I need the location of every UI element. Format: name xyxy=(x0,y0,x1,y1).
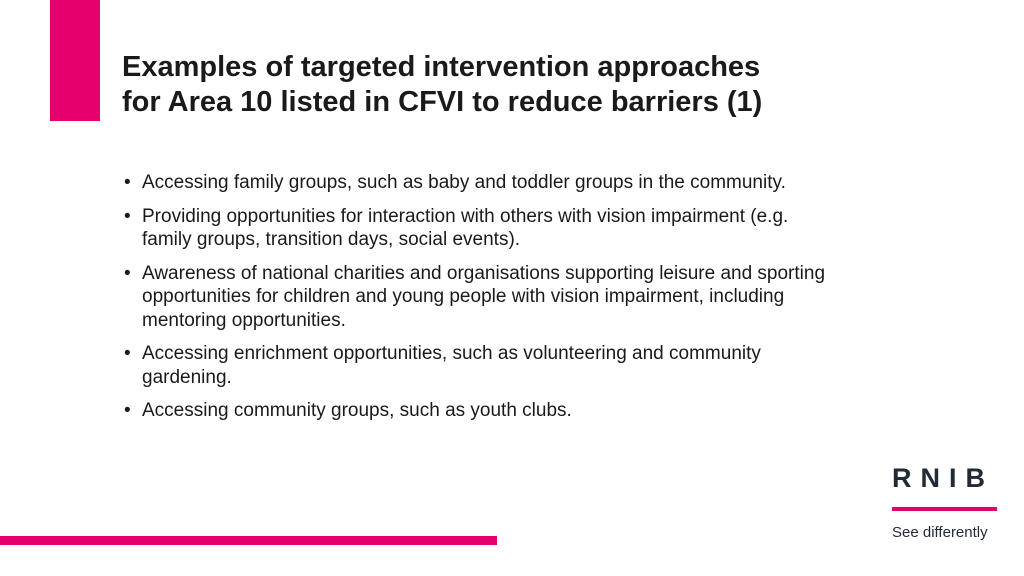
slide-title xyxy=(122,50,882,120)
bullet-icon: • xyxy=(124,400,131,421)
title-line-1: Examples of targeted intervention approaches xyxy=(122,51,761,83)
title-line-2: for Area 10 listed in CFVI to reduce barriers (1) xyxy=(122,86,763,118)
list-item xyxy=(122,205,842,252)
list-item xyxy=(122,262,842,333)
bullet-text: Awareness of national charities and organisations supporting leisure and sporting opportunities for children and young people with vision impairment, including mentoring opportunities. xyxy=(142,262,826,331)
bottom-accent-bar xyxy=(0,536,497,545)
bullet-icon: • xyxy=(124,343,131,364)
list-item xyxy=(122,399,842,423)
bullet-icon: • xyxy=(124,205,131,227)
logo-wordmark: RNIB xyxy=(892,463,994,493)
bullet-text: Accessing community groups, such as youth clubs. xyxy=(142,400,572,421)
logo-tagline: See differently xyxy=(892,524,988,541)
bullet-text: Accessing family groups, such as baby and toddler groups in the community. xyxy=(142,172,786,193)
list-item xyxy=(122,171,842,195)
bullet-icon: • xyxy=(124,172,131,193)
logo-underline xyxy=(892,507,997,511)
bullet-text: Accessing enrichment opportunities, such as volunteering and community gardening. xyxy=(142,343,761,388)
list-item xyxy=(122,342,842,389)
rnib-logo xyxy=(890,463,1000,547)
bullet-text: Providing opportunities for interaction with others with vision impairment (e.g. family groups, transition days, social events). xyxy=(142,205,789,250)
accent-block xyxy=(50,0,100,121)
bullet-list xyxy=(122,171,842,433)
bullet-icon: • xyxy=(124,262,131,284)
